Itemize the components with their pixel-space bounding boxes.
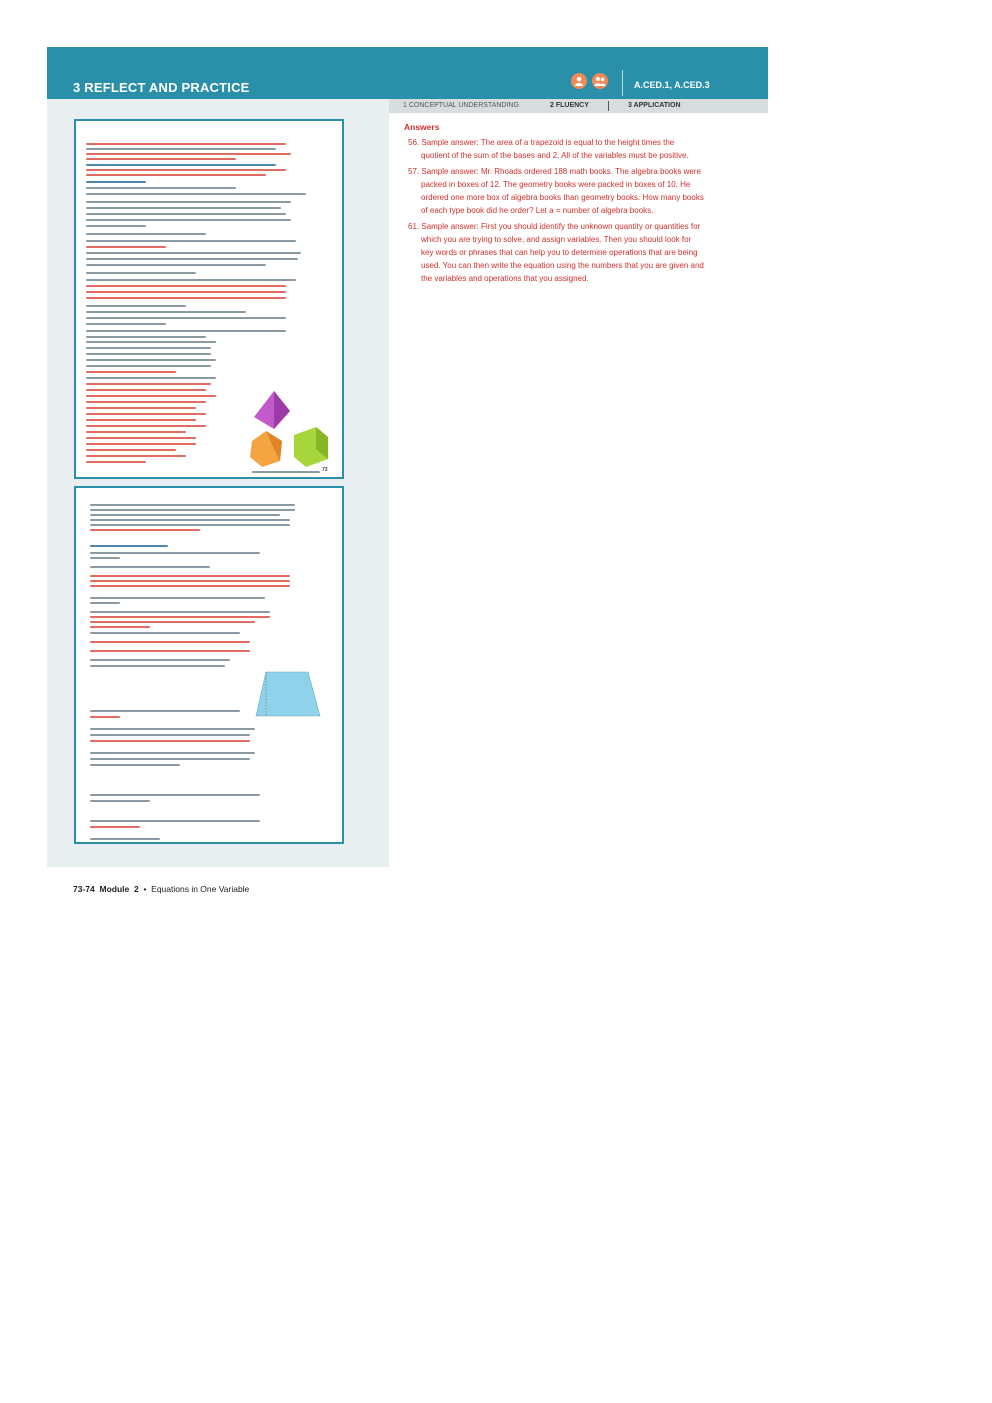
standards-label: A.CED.1, A.CED.3: [634, 80, 710, 90]
practice-tab-bar: [389, 99, 768, 113]
page-footer: [73, 884, 249, 894]
answer-56: [404, 136, 704, 162]
polyhedra-illustration: [244, 389, 334, 479]
answer-number: 56.: [408, 138, 420, 147]
page-74-thumbnail[interactable]: [74, 486, 344, 844]
answers-section: [404, 121, 704, 288]
answer-number: 61.: [408, 222, 420, 231]
answer-text: Sample answer: The area of a trapezoid is equal to the height times the quotient of the sum of the bases and 2. All of the variables must be positive.: [421, 138, 689, 160]
trapezoid-illustration: [252, 664, 324, 722]
tab-fluency[interactable]: 2 FLUENCY: [550, 102, 589, 109]
page-number: 73: [322, 467, 328, 473]
answers-heading: Answers: [404, 122, 440, 132]
answer-57: [404, 165, 704, 217]
header-icons: [571, 73, 608, 89]
tab-application[interactable]: 3 APPLICATION: [628, 102, 681, 109]
answer-text: Sample answer: First you should identify the unknown quantity or quantities for which you are trying to solve, and assign variables. Then you should look for key words or phrases that can help you to determine operations that are being used. You can then write the equation using the numbers that you are given and the variables and operations that you assigned.: [421, 222, 704, 283]
group-icon: [592, 73, 608, 89]
tab-separator: [608, 101, 609, 111]
student-icon: [571, 73, 587, 89]
footer-module-number: 2: [133, 884, 139, 894]
footer-bullet: •: [143, 884, 147, 894]
answer-number: 57.: [408, 167, 420, 176]
page-73-thumbnail[interactable]: [74, 119, 344, 479]
footer-pages: 73-74: [73, 884, 95, 894]
footer-title: Equations in One Variable: [151, 884, 250, 894]
footer-module-label: Module: [99, 884, 130, 894]
answer-text: Sample answer: Mr. Rhoads ordered 188 math books. The algebra books were packed in boxes of 12. The geometry books were packed in boxes of 10. He ordered one more box of algebra books than geometry books. How many books of each type book did he order? Let a = number of algebra books.: [421, 167, 704, 215]
header-divider: [622, 70, 623, 96]
answer-61: [404, 220, 704, 285]
tab-conceptual-understanding[interactable]: 1 CONCEPTUAL UNDERSTANDING: [403, 102, 519, 109]
section-title: 3 REFLECT AND PRACTICE: [73, 80, 250, 95]
